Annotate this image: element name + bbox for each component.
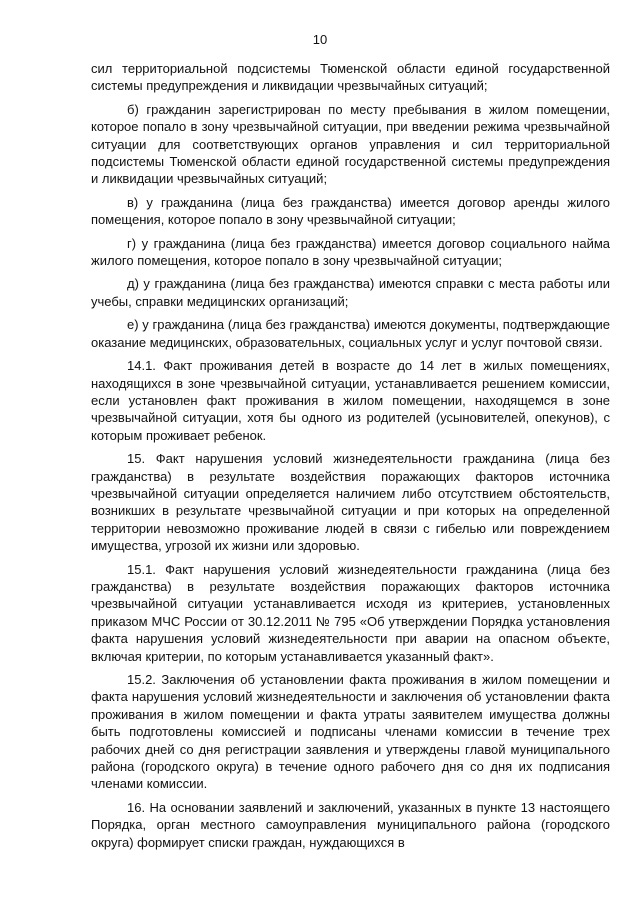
page-number: 10 [312,32,328,47]
paragraph-15: 15. Факт нарушения условий жизнедеятельности гражданина (лица без гражданства) в результате воздействия поражающих факторов источника чрезвычайной ситуации определяется наличием либо отсутствием обстоятельств, возникших в результате чрезвычайной ситуации и при которых на определенной территории невозможно проживание людей в связи с гибелью или повреждением имущества, угрозой их жизни или здоровью. [91,451,610,554]
paragraph-15-2: 15.2. Заключения об установлении факта проживания в жилом помещении и факта нарушения условий жизнедеятельности и заключения об установлении факта проживания в жилом помещении и факта утраты заявителем имущества должны быть подготовлены комиссией и подписаны членами комиссии в течение трех рабочих дней со дня регистрации заявления и утверждены главой муниципального района (городского округа) в течение одного рабочего дня со дня их подписания членами комиссии. [91,672,610,792]
paragraph-16: 16. На основании заявлений и заключений, указанных в пункте 13 настоящего Порядка, орган местного самоуправления муниципального района (городского округа) формирует списки граждан, нуждающихся в [91,799,610,850]
paragraph-14-1: 14.1. Факт проживания детей в возрасте до 14 лет в жилых помещениях, находящихся в зоне чрезвычайной ситуации, устанавливается решением комиссии, если установлен факт проживания в жилом помещении, находящемся в зоне чрезвычайной ситуации, хотя бы одного из родителей (усыновителей, опекунов), с которым проживает ребенок. [91,358,610,443]
paragraph-continuation: сил территориальной подсистемы Тюменской области единой государственной системы предупреждения и ликвидации чрезвычайных ситуаций; [91,61,610,94]
paragraph-d: д) у гражданина (лица без гражданства) имеются справки с места работы или учебы, справки медицинских организаций; [91,276,610,309]
paragraph-g: г) у гражданина (лица без гражданства) имеется договор социального найма жилого помещения, которое попало в зону чрезвычайной ситуации; [91,235,610,269]
paragraph-e: е) у гражданина (лица без гражданства) имеются документы, подтверждающие оказание медицинских, образовательных, социальных услуг и услуг почтовой связи. [91,317,610,350]
paragraph-b: б) гражданин зарегистрирован по месту пребывания в жилом помещении, которое попало в зону чрезвычайной ситуации, при введении режима чрезвычайной ситуации для соответствующих органов управления и сил территориальной подсистемы Тюменской области единой государственной системы предупреждения и ликвидации чрезвычайных ситуаций; [91,101,610,187]
document-body [91,60,610,857]
paragraph-15-1: 15.1. Факт нарушения условий жизнедеятельности гражданина (лица без гражданства) в результате воздействия поражающих факторов источника чрезвычайной ситуации устанавливается исходя из критериев, установленных приказом МЧС России от 30.12.2011 № 795 «Об утверждении Порядка установления факта нарушения условий жизнедеятельности при аварии на опасном объекте, включая критерии, по которым устанавливается указанный факт». [91,561,610,664]
paragraph-v: в) у гражданина (лица без гражданства) имеется договор аренды жилого помещения, которое попало в зону чрезвычайной ситуации; [91,194,610,228]
